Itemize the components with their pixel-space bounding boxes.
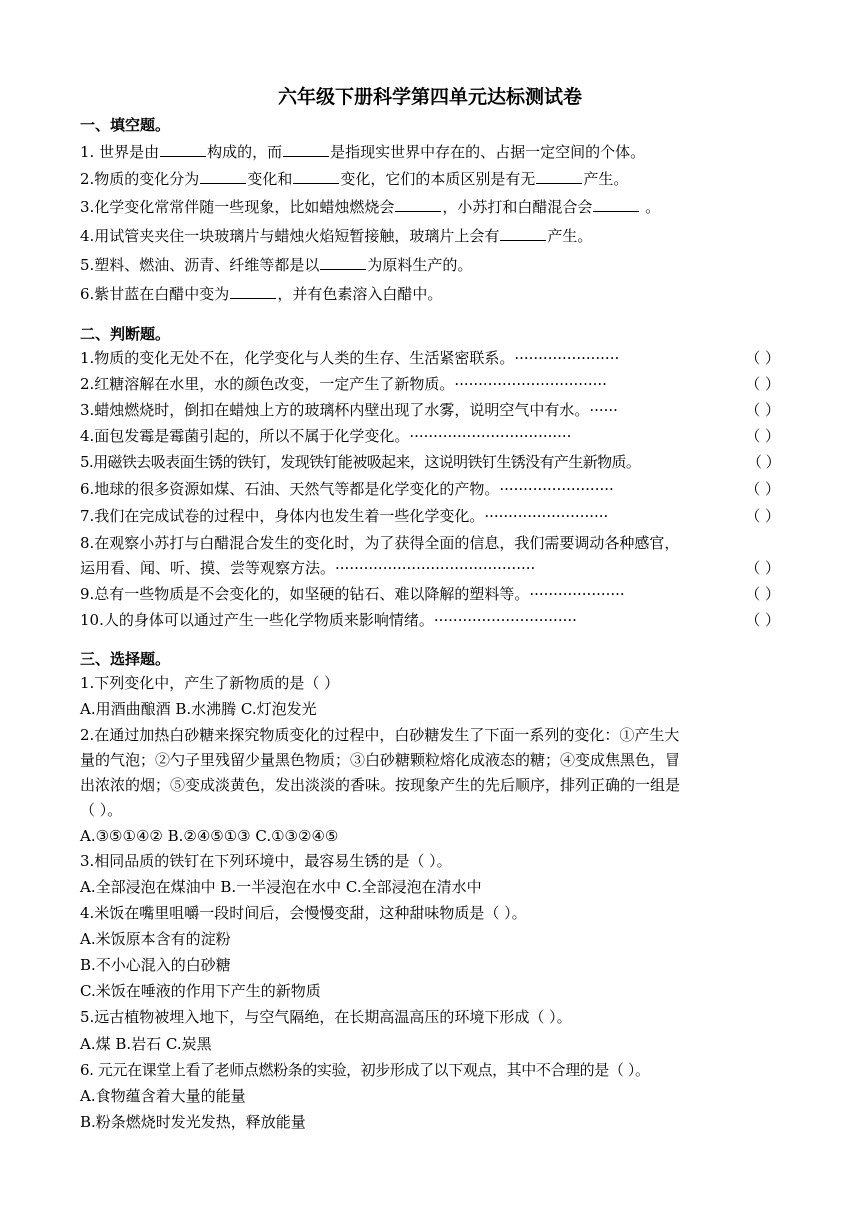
choice-option-6a[interactable]: A.食物蕴含着大量的能量: [80, 1087, 246, 1105]
choice-question-6: 6. 元元在课堂上看了老师点燃粉条的实验，初步形成了以下观点，其中不合理的是（ ）。: [80, 1061, 650, 1079]
judge-item-3: 3.蜡烛燃烧时，倒扣在蜡烛上方的玻璃杯内壁出现了水雾，说明空气中有水。······ （ ）: [80, 401, 780, 419]
section-heading-choice: 三、选择题。: [80, 650, 171, 668]
choice-option-6b[interactable]: B.粉条燃烧时发光发热，释放能量: [80, 1113, 306, 1131]
choice-options-3[interactable]: A.全部浸泡在煤油中 B.一半浸泡在水中 C.全部浸泡在清水中: [80, 878, 482, 896]
answer-blank[interactable]: [395, 196, 441, 212]
answer-blank[interactable]: [320, 254, 366, 270]
answer-parentheses[interactable]: （ ）: [745, 427, 780, 445]
judge-item-10: 10.人的身体可以通过产生一些化学物质来影响情绪。······························ （ ）: [80, 611, 780, 629]
section-heading-fill: 一、填空题。: [80, 116, 171, 134]
judge-item-1: 1.物质的变化无处不在，化学变化与人类的生存、生活紧密联系。······················ （ ）: [80, 349, 780, 367]
fill-item-2: 2.物质的变化分为 变化和 变化，它们的本质区别是有无 产生。: [80, 170, 629, 188]
choice-option-4b[interactable]: B.不小心混入的白砂糖: [80, 956, 231, 974]
choice-question-2-cont: 出浓浓的烟；⑤变成淡黄色，发出淡淡的香味。按现象产生的先后顺序，排列正确的一组是: [80, 776, 681, 794]
judge-item-6: 6.地球的很多资源如煤、石油、天然气等都是化学变化的产物。························ （ ）: [80, 480, 780, 498]
judge-item-2: 2.红糖溶解在水里，水的颜色改变，一定产生了新物质。································ （ ）: [80, 375, 780, 393]
fill-item-3: 3.化学变化常常伴随一些现象，比如蜡烛燃烧会 ，小苏打和白醋混合会 。: [80, 198, 661, 216]
answer-parentheses[interactable]: （ ）: [745, 401, 780, 419]
answer-blank[interactable]: [536, 168, 582, 184]
fill-item-6: 6.紫甘蓝在白醋中变为 ，并有色素溶入白醋中。: [80, 285, 443, 303]
answer-parentheses[interactable]: （ ）: [745, 507, 780, 525]
answer-parentheses[interactable]: （ ）: [745, 349, 780, 367]
judge-item-8-cont: 运用看、闻、听、摸、尝等观察方法。·········································· （ ）: [80, 559, 780, 577]
choice-options-1[interactable]: A.用酒曲酿酒 B.水沸腾 C.灯泡发光: [80, 700, 317, 718]
judge-item-7: 7.我们在完成试卷的过程中，身体内也发生着一些化学变化。·························· （ ）: [80, 507, 780, 525]
choice-question-5: 5.远古植物被埋入地下，与空气隔绝，在长期高温高压的环境下形成（ ）。: [80, 1008, 572, 1026]
answer-parentheses[interactable]: （ ）: [745, 559, 780, 577]
answer-blank[interactable]: [230, 283, 276, 299]
page-title: 六年级下册科学第四单元达标测试卷: [277, 86, 582, 108]
answer-blank[interactable]: [593, 196, 639, 212]
choice-options-5[interactable]: A.煤 B.岩石 C.炭黑: [80, 1035, 212, 1053]
choice-question-2: 2.在通过加热白砂糖来探究物质变化的过程中，白砂糖发生了下面一系列的变化：①产生大: [80, 726, 680, 744]
fill-item-5: 5.塑料、燃油、沥青、纤维等都是以 为原料生产的。: [80, 256, 473, 274]
answer-parentheses[interactable]: （ ）: [747, 453, 780, 471]
answer-blank[interactable]: [283, 141, 329, 157]
choice-question-4: 4.米饭在嘴里咀嚼一段时间后，会慢慢变甜，这种甜味物质是（ ）。: [80, 904, 527, 922]
answer-blank[interactable]: [500, 225, 546, 241]
choice-question-1: 1.下列变化中，产生了新物质的是（ ）: [80, 674, 340, 692]
choice-option-4c[interactable]: C.米饭在唾液的作用下产生的新物质: [80, 982, 321, 1000]
judge-item-4: 4.面包发霉是霉菌引起的，所以不属于化学变化。·································· （ ）: [80, 427, 780, 445]
judge-item-8: 8.在观察小苏打与白醋混合发生的变化时，为了获得全面的信息，我们需要调动各种感官，: [80, 534, 680, 552]
choice-question-2-cont: （ ）。: [80, 801, 123, 819]
choice-options-2[interactable]: A.③⑤①④② B.②④⑤①③ C.①③②④⑤: [80, 827, 339, 845]
answer-parentheses[interactable]: （ ）: [745, 480, 780, 498]
answer-parentheses[interactable]: （ ）: [745, 611, 780, 629]
fill-item-4: 4.用试管夹夹住一块玻璃片与蜡烛火焰短暂接触，玻璃片上会有 产生。: [80, 227, 593, 245]
judge-item-5: 5.用磁铁去吸表面生锈的铁钉，发现铁钉能被吸起来，这说明铁钉生锈没有产生新物质。 （ ）: [80, 453, 780, 471]
answer-blank[interactable]: [200, 168, 246, 184]
choice-option-4a[interactable]: A.米饭原本含有的淀粉: [80, 930, 231, 948]
judge-item-9: 9.总有一些物质是不会变化的，如坚硬的钻石、难以降解的塑料等。···················· （ ）: [80, 585, 780, 603]
answer-blank[interactable]: [160, 141, 206, 157]
answer-parentheses[interactable]: （ ）: [745, 585, 780, 603]
choice-question-2-cont: 量的气泡；②勺子里残留少量黑色物质；③白砂糖颗粒熔化成液态的糖；④变成焦黑色，冒: [80, 751, 681, 769]
section-heading-judge: 二、判断题。: [80, 325, 171, 343]
answer-parentheses[interactable]: （ ）: [745, 375, 780, 393]
fill-item-1: 1. 世界是由 构成的，而 是指现实世界中存在的、占据一定空间的个体。: [80, 143, 646, 161]
choice-question-3: 3.相同品质的铁钉在下列环境中，最容易生锈的是（ ）。: [80, 852, 452, 870]
answer-blank[interactable]: [293, 168, 339, 184]
